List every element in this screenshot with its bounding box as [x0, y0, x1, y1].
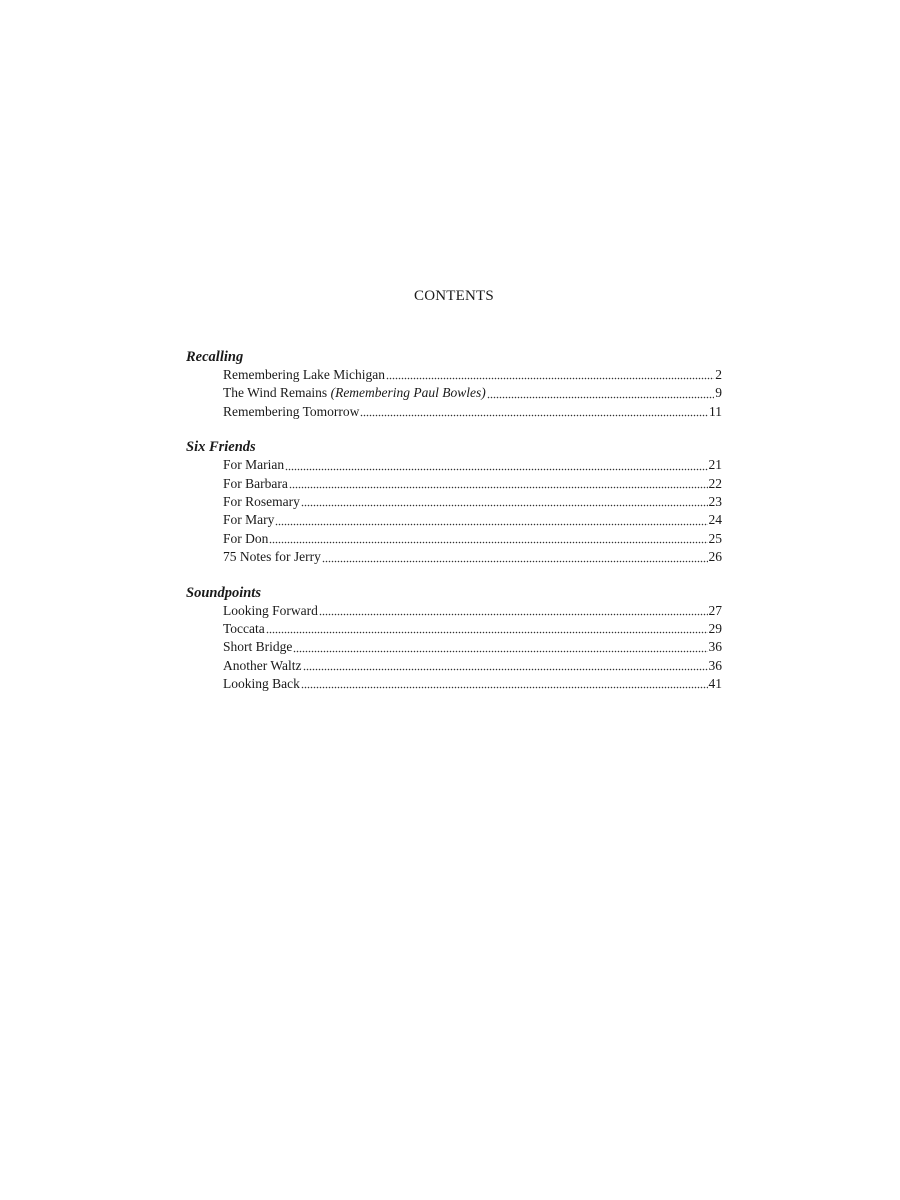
toc-entry[interactable] — [186, 602, 722, 620]
entry-title: The Wind Remains (Remembering Paul Bowles) — [223, 385, 486, 401]
entry-page-number: 36 — [708, 657, 722, 673]
dot-leader — [487, 389, 714, 399]
entry-page-number: 21 — [708, 457, 722, 473]
toc-entry[interactable] — [186, 675, 722, 693]
toc-section-recalling — [186, 348, 722, 421]
section-title: Soundpoints — [186, 584, 261, 601]
entry-title: Short Bridge — [223, 639, 293, 655]
toc-entry[interactable] — [186, 511, 722, 529]
dot-leader — [301, 497, 708, 507]
entry-page-number: 41 — [708, 676, 722, 692]
entry-title: 75 Notes for Jerry — [223, 549, 321, 565]
dot-leader — [319, 606, 708, 616]
entry-title: For Rosemary — [223, 493, 300, 509]
entry-page-number: 9 — [715, 385, 722, 401]
toc-entry[interactable] — [186, 493, 722, 511]
entry-page-number: 24 — [708, 512, 722, 528]
section-title: Recalling — [186, 349, 244, 365]
entry-title: Toccata — [223, 620, 265, 636]
toc-entry[interactable] — [186, 548, 722, 566]
toc-entry[interactable] — [186, 620, 722, 638]
entry-title: Looking Forward — [223, 602, 318, 618]
entry-title: For Don — [223, 530, 269, 546]
entry-page-number: 23 — [708, 493, 722, 509]
toc-entry[interactable] — [186, 456, 722, 474]
dot-leader — [285, 461, 707, 471]
entry-title: Remembering Lake Michigan — [223, 367, 385, 382]
table-of-contents — [186, 348, 722, 710]
toc-entry[interactable] — [186, 530, 722, 548]
entry-page-number: 2 — [715, 367, 722, 382]
toc-entry[interactable] — [186, 366, 722, 384]
toc-section-six-friends — [186, 438, 722, 566]
entry-page-number: 25 — [708, 530, 722, 546]
entry-title: Another Waltz — [223, 657, 302, 673]
entry-title: For Marian — [223, 457, 285, 473]
dot-leader — [275, 516, 707, 526]
entry-page-number: 22 — [708, 475, 722, 491]
toc-section-soundpoints — [186, 584, 722, 694]
dot-leader — [301, 679, 708, 689]
toc-entry[interactable] — [186, 384, 722, 402]
dot-leader — [289, 479, 708, 489]
dot-leader — [269, 534, 707, 544]
entry-page-number: 26 — [708, 549, 722, 565]
dot-leader — [360, 407, 708, 417]
toc-entry[interactable] — [186, 475, 722, 493]
entry-title: Remembering Tomorrow — [223, 403, 360, 419]
entry-page-number: 36 — [708, 639, 722, 655]
section-title: Six Friends — [186, 439, 256, 456]
toc-entry[interactable] — [186, 403, 722, 421]
dot-leader — [303, 661, 708, 671]
entry-title: For Mary — [223, 512, 275, 528]
entry-subtitle: (Remembering Paul Bowles) — [330, 385, 486, 401]
entry-page-number: 29 — [708, 620, 722, 636]
toc-entry[interactable] — [186, 657, 722, 675]
dot-leader — [322, 553, 708, 563]
dot-leader — [386, 370, 714, 380]
dot-leader — [266, 624, 708, 634]
entry-page-number: 11 — [709, 403, 722, 419]
page-title: CONTENTS — [414, 288, 494, 304]
dot-leader — [293, 643, 707, 653]
toc-entry[interactable] — [186, 638, 722, 656]
entry-title: Looking Back — [223, 676, 300, 692]
entry-page-number: 27 — [708, 602, 722, 618]
entry-title: For Barbara — [223, 475, 288, 491]
